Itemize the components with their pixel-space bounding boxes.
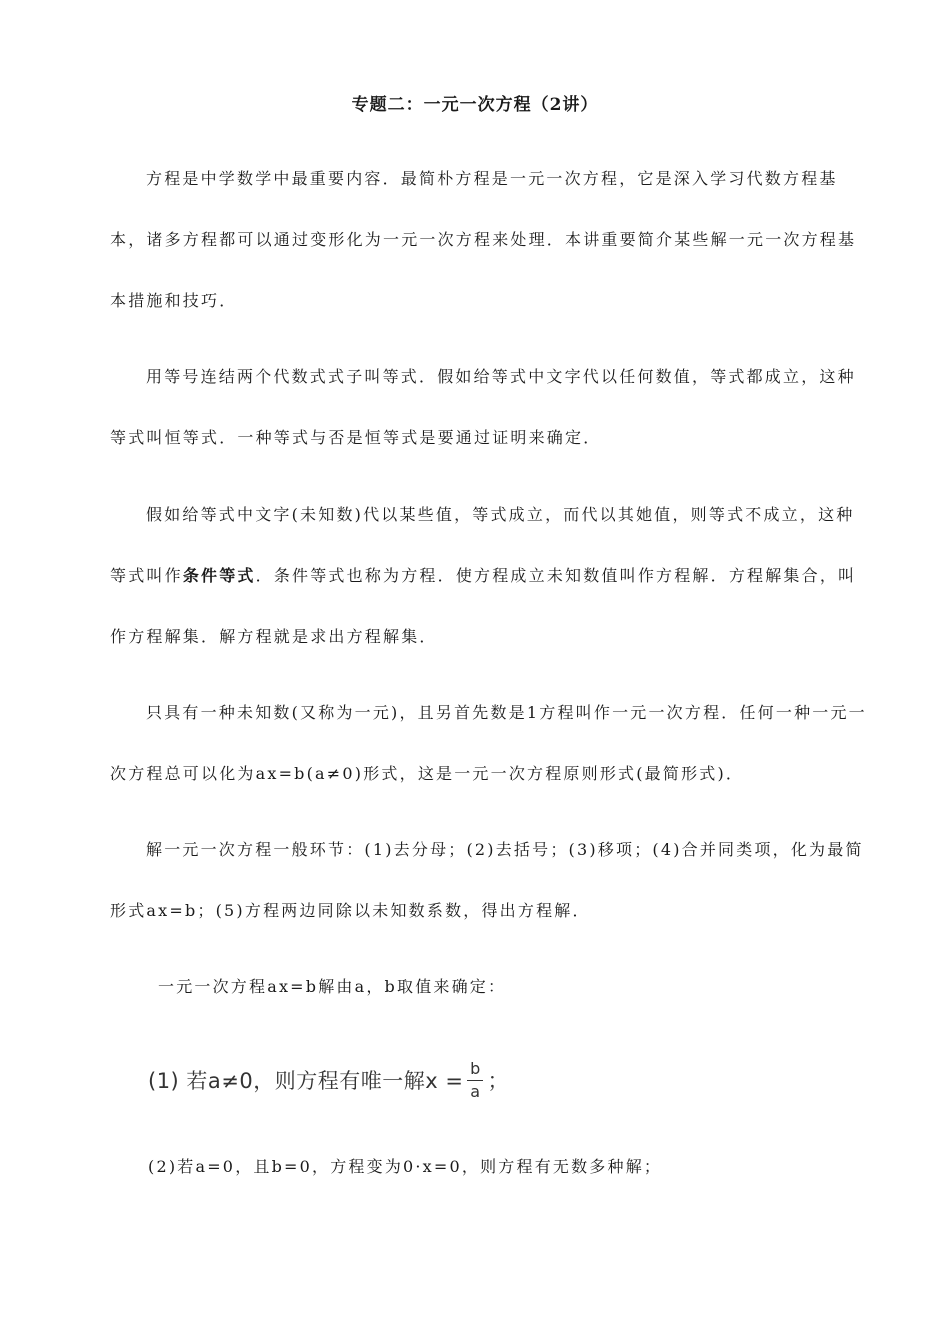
paragraph-identity (110, 346, 870, 468)
formula-suffix: ； (487, 1069, 509, 1093)
fraction-b-over-a (467, 1060, 483, 1101)
paragraph-conditional-equation (110, 484, 870, 667)
paragraph-solution-cases (158, 956, 918, 1017)
term-conditional-equation: 条件等式 (182, 566, 256, 585)
paragraph-case-2-text: (2)若a=0，且b=0，方程变为0·x=0，则方程有无数多种解； (148, 1157, 663, 1176)
formula-prefix: (1) 若a≠0，则方程有唯一解x = (148, 1069, 464, 1093)
fraction-numerator: b (470, 1058, 481, 1078)
paragraph-case-2 (148, 1136, 908, 1197)
fraction-denominator: a (470, 1081, 481, 1101)
fraction-bar (467, 1080, 483, 1081)
paragraph-intro (110, 148, 870, 331)
paragraph-conditional-text-b: ．条件等式也称为方程．使方程成立未知数值叫作方程解．方程解集合，叫作方程解集．解方程就是求出方程解集． (110, 566, 857, 646)
paragraph-intro-text: 方程是中学数学中最重要内容．最简朴方程是一元一次方程，它是深入学习代数方程基本，诸多方程都可以通过变形化为一元一次方程来处理．本讲重要简介某些解一元一次方程基本措施和技巧． (110, 169, 857, 310)
paragraph-identity-text: 用等号连结两个代数式式子叫等式．假如给等式中文字代以任何数值，等式都成立，这种等式叫恒等式．一种等式与否是恒等式是要通过证明来确定． (110, 367, 856, 447)
paragraph-conditional-text-a: 假如给等式中文字(未知数)代以某些值，等式成立，而代以其她值，则等式不成立，这种等式叫作 (110, 505, 855, 585)
paragraph-linear-equation (110, 682, 870, 804)
page-title: 专题二：一元一次方程（2讲） (351, 95, 599, 115)
formula-case-1 (148, 1050, 509, 1110)
paragraph-solving-steps (110, 819, 870, 941)
paragraph-linear-text: 只具有一种未知数(又称为一元)，且另首先数是1方程叫作一元一次方程．任何一种一元一次方程总可以化为ax=b(a≠0)形式，这是一元一次方程原则形式(最简形式)． (110, 703, 867, 783)
paragraph-cases-text: 一元一次方程ax=b解由a，b取值来确定： (158, 977, 507, 996)
paragraph-steps-text: 解一元一次方程一般环节：(1)去分母；(2)去括号；(3)移项；(4)合并同类项，化为最简形式ax=b；(5)方程两边同除以未知数系数，得出方程解． (110, 840, 864, 920)
